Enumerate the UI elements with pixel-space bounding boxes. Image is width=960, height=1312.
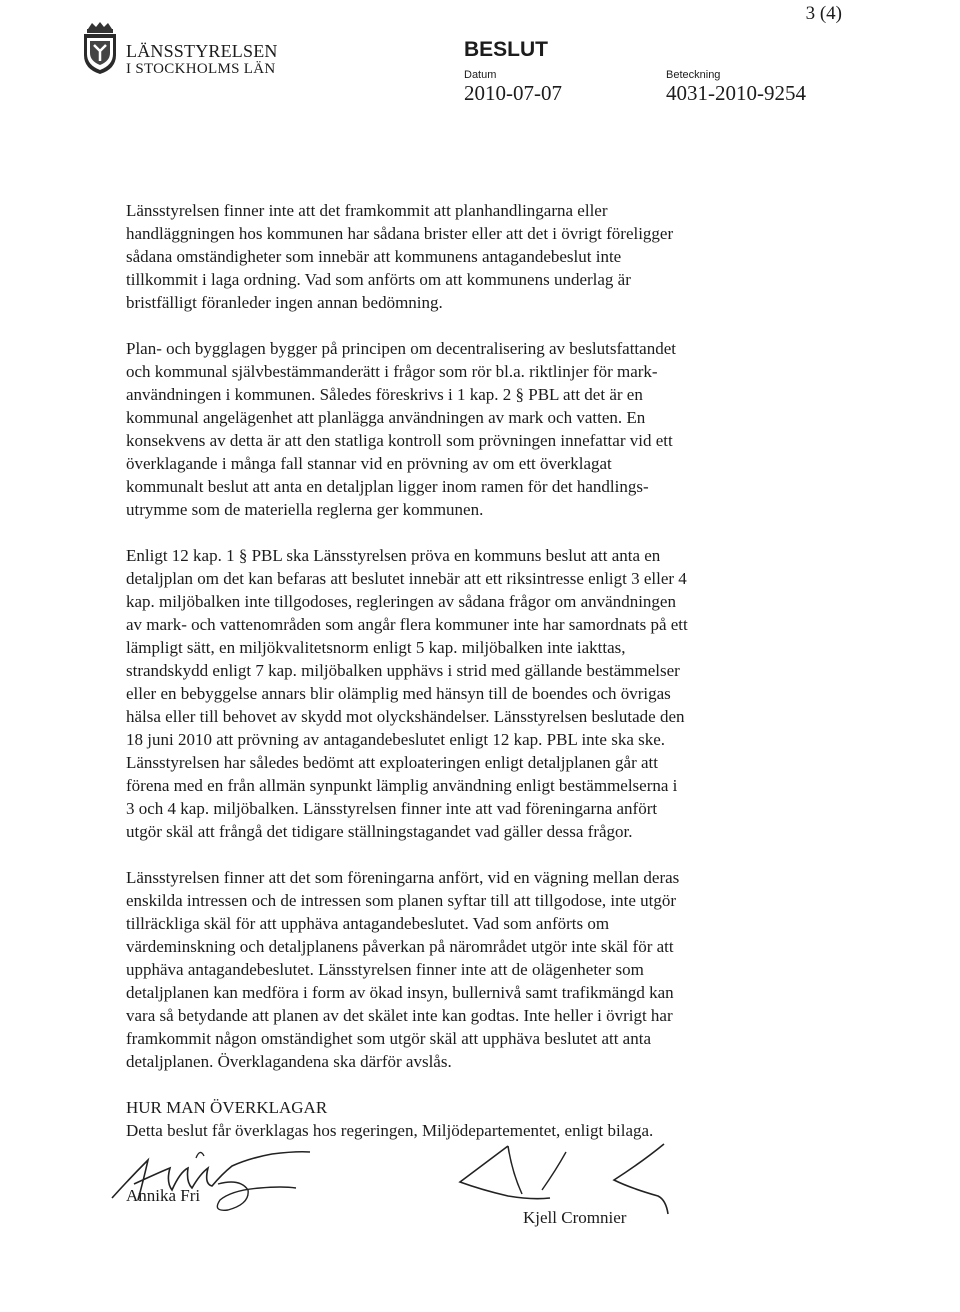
text-line: 3 och 4 kap. miljöbalken. Länsstyrelsen finner inte att vad föreningarna anfört [126, 799, 658, 818]
text-line: av mark- och vattenområden som angår flera kommuner inte har samordnats på ett [126, 615, 688, 634]
paragraph-pbl-review [126, 544, 826, 843]
text-line: eller en bebyggelse annars blir olämplig med hänsyn till de boendes och övrigas [126, 684, 671, 703]
signature-left-icon [100, 1138, 320, 1228]
date-value: 2010-07-07 [464, 81, 562, 105]
authority-block [126, 42, 278, 78]
text-line: bristfälligt föranleder ingen annan bedömning. [126, 293, 443, 312]
appeal-text: Detta beslut får överklagas hos regeringen, Miljödepartementet, enligt bilaga. [126, 1121, 654, 1140]
signatory-right-name: Kjell Cromnier [523, 1208, 627, 1227]
text-line: 18 juni 2010 att prövning av antagandebeslutet enligt 12 kap. PBL inte ska ske. [126, 730, 666, 749]
text-line: kommunalt beslut att anta en detaljplan ligger inom ramen för det handlings- [126, 477, 649, 496]
appeal-section [126, 1096, 826, 1142]
text-line: upphäva antagandebeslutet. Länsstyrelsen finner inte att de olägenheter som [126, 960, 644, 979]
coat-of-arms-icon [80, 21, 120, 75]
reference-label: Beteckning [666, 69, 721, 81]
text-line: detaljplan om det kan befaras att beslutet innebär att ett riksintresse enligt 3 eller 4 [126, 569, 687, 588]
text-line: sådana omständigheter som innebär att kommunens antagandebeslut inte [126, 247, 622, 266]
text-line: Plan- och bygglagen bygger på principen om decentralisering av beslutsfattandet [126, 339, 676, 358]
text-line: framkommit någon omständighet som utgör skäl att upphäva beslutet att anta [126, 1029, 651, 1048]
signatory-left-name: Annika Fri [126, 1186, 201, 1205]
text-line: enskilda intressen och de intressen som planen syftar till att tillgodose, inte utgör [126, 891, 677, 910]
text-line: Länsstyrelsen finner inte att det framkommit att planhandlingarna eller [126, 201, 608, 220]
text-line: tillkommit i laga ordning. Vad som anförts om att kommunens underlag är [126, 270, 631, 289]
paragraph-decentralisation [126, 337, 826, 521]
signature-right-icon [452, 1138, 672, 1218]
paragraph-conclusion [126, 866, 826, 1073]
text-line: utrymme som de materiella reglerna ger kommunen. [126, 500, 484, 519]
text-line: handläggningen hos kommunen har sådana brister eller att det i övrigt föreligger [126, 224, 674, 243]
paragraph-assessment [126, 199, 826, 314]
text-line: lämpligt sätt, en miljökvalitetsnorm enligt 5 kap. miljöbalken inte iakttas, [126, 638, 626, 657]
text-line: kommunal angelägenhet att planlägga användningen av mark och vatten. En [126, 408, 646, 427]
text-line: användningen i kommunen. Således föreskrivs i 1 kap. 2 § PBL att det är en [126, 385, 643, 404]
text-line: och kommunal självbestämmanderätt i frågor som rör bl.a. riktlinjer för mark- [126, 362, 658, 381]
text-line: överklagande i många fall stannar vid en prövning av om ett överklagat [126, 454, 612, 473]
text-line: värdeminskning och detaljplanens påverkan på närområdet utgör inte skäl för att [126, 937, 674, 956]
date-label: Datum [464, 69, 497, 81]
appeal-heading: HUR MAN ÖVERKLAGAR [126, 1098, 328, 1117]
authority-subtitle: I STOCKHOLMS LÄN [126, 61, 276, 77]
text-line: vara så betydande att planen av det skälet inte kan godtas. Inte heller i övrigt har [126, 1006, 673, 1025]
text-line: förena med en från allmän synpunkt lämplig användning enligt bestämmelserna i [126, 776, 678, 795]
text-line: Länsstyrelsen har således bedömt att exploateringen enligt detaljplanen går att [126, 753, 659, 772]
text-line: detaljplanen. Överklagandena ska därför avslås. [126, 1052, 452, 1071]
document-type: BESLUT [464, 38, 548, 61]
reference-value: 4031-2010-9254 [666, 81, 806, 105]
text-line: strandskydd enligt 7 kap. miljöbalken upphävs i strid med gällande bestämmelser [126, 661, 680, 680]
text-line: kap. miljöbalken inte tillgodoses, regleringen av sådana frågor om användningen [126, 592, 676, 611]
text-line: Länsstyrelsen finner att det som föreningarna anfört, vid en vägning mellan deras [126, 868, 680, 887]
text-line: tillräckliga skäl för att upphäva antagandebeslutet. Vad som anförts om [126, 914, 610, 933]
text-line: Enligt 12 kap. 1 § PBL ska Länsstyrelsen pröva en kommuns beslut att anta en [126, 546, 661, 565]
page-number: 3 (4) [805, 3, 842, 24]
authority-name: LÄNSSTYRELSEN [126, 41, 278, 61]
text-line: hälsa eller till behovet av skydd mot olyckshändelser. Länsstyrelsen beslutade den [126, 707, 685, 726]
text-line: konsekvens av detta är att den statliga kontroll som prövningen innefattar vid ett [126, 431, 673, 450]
text-line: utgör skäl att frångå det tidigare ställningstagandet vad gäller dessa frågor. [126, 822, 633, 841]
text-line: detaljplanen kan medföra i form av ökad insyn, bullernivå samt trafikmängd kan [126, 983, 674, 1002]
